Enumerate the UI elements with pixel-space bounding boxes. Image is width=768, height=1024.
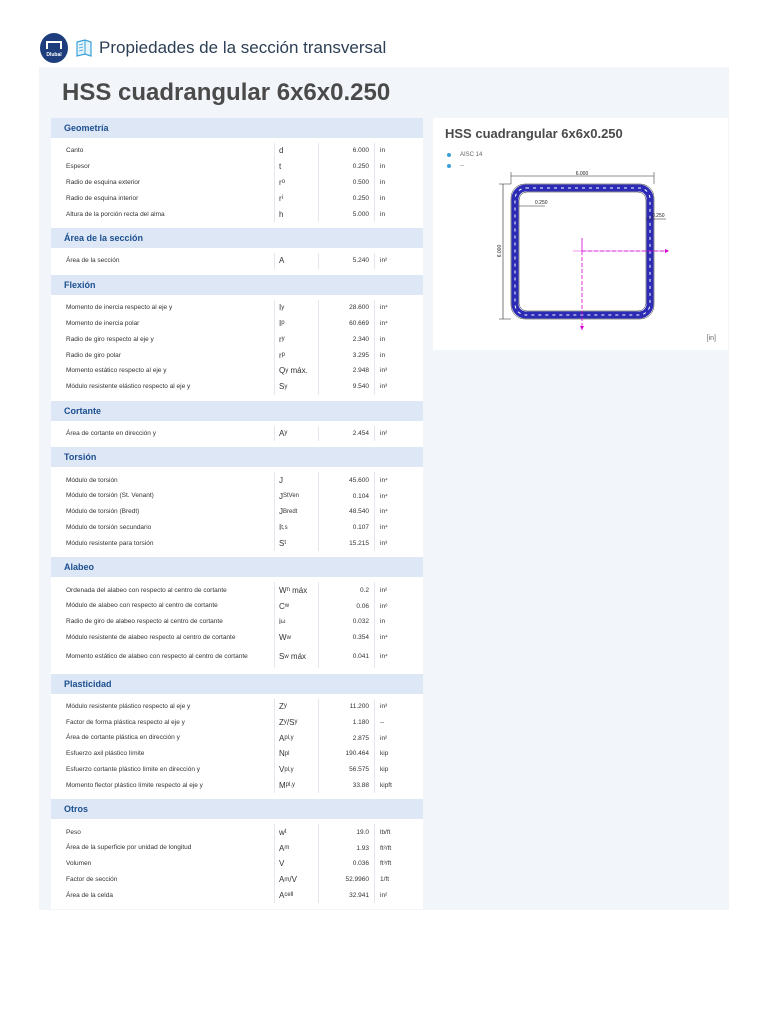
- property-name: Área de la superficie por unidad de longitud: [51, 840, 275, 856]
- symbol-main: i: [279, 617, 281, 627]
- property-symbol: [275, 175, 319, 191]
- symbol-subscript: pl: [284, 750, 290, 757]
- property-name: Volumen: [51, 856, 275, 872]
- property-name: Radio de giro respecto al eje y: [51, 331, 275, 347]
- property-name: Factor de forma plástica respecto al eje y: [51, 714, 275, 730]
- symbol-subscript: y: [283, 719, 287, 726]
- property-symbol: [275, 730, 319, 746]
- property-unit: in⁴: [380, 476, 388, 484]
- table-row: [51, 536, 423, 552]
- property-value: 9.540: [319, 379, 375, 395]
- property-value: 0.2: [319, 582, 375, 598]
- symbol-main: A: [279, 843, 285, 853]
- property-symbol: [275, 253, 319, 269]
- property-value: 0.250: [319, 159, 375, 175]
- table-row: [51, 331, 423, 347]
- table-row: [51, 699, 423, 715]
- property-symbol: [275, 504, 319, 520]
- property-symbol: [275, 888, 319, 904]
- symbol-main: J: [279, 475, 283, 485]
- section-rows: [51, 577, 423, 673]
- property-value: 0.036: [319, 856, 375, 872]
- property-name: Canto: [51, 143, 275, 159]
- figure-info-text: --: [460, 162, 464, 169]
- property-unit: kip: [380, 766, 389, 774]
- symbol-subscript: t: [284, 540, 287, 547]
- property-value: 0.041: [319, 646, 375, 668]
- symbol-main: V: [279, 765, 285, 775]
- property-name: Módulo resistente para torsión: [51, 536, 275, 552]
- table-row: [51, 872, 423, 888]
- property-unit: lb/ft: [380, 828, 391, 836]
- section-rows: [51, 248, 423, 275]
- property-value: 0.250: [319, 190, 375, 206]
- property-name: Factor de sección: [51, 872, 275, 888]
- dlubal-logo: [40, 33, 68, 63]
- property-unit: in: [380, 178, 386, 186]
- property-name: Módulo de torsión (Bredt): [51, 504, 275, 520]
- property-unit: in³: [380, 367, 388, 375]
- symbol-main: S: [279, 382, 285, 392]
- symbol-subscript: y: [285, 367, 289, 374]
- symbol-main: r: [279, 334, 282, 344]
- property-unit: --: [380, 718, 385, 726]
- property-symbol: [275, 300, 319, 316]
- property-value: 15.215: [319, 536, 375, 552]
- property-value: 0.500: [319, 175, 375, 191]
- symbol-subscript: y: [284, 430, 288, 437]
- section-header: Geometría: [51, 118, 423, 138]
- property-symbol: [275, 331, 319, 347]
- property-value: 0.06: [319, 598, 375, 614]
- property-value: 5.000: [319, 206, 375, 222]
- symbol-subscript: Bredt: [283, 508, 298, 515]
- property-value: 0.354: [319, 630, 375, 646]
- property-unit: in²: [380, 734, 388, 742]
- property-name: Esfuerzo cortante plástico límite en dirección y: [51, 762, 275, 778]
- property-symbol: [275, 159, 319, 175]
- height-dim-label: 6.000: [497, 244, 503, 258]
- property-symbol: [275, 426, 319, 442]
- table-row: [51, 190, 423, 206]
- property-value: 2.454: [319, 426, 375, 442]
- figure-title: HSS cuadrangular 6x6x0.250: [445, 126, 623, 141]
- property-value: 190.464: [319, 746, 375, 762]
- symbol-main: t: [279, 162, 282, 172]
- section-drawing: [433, 118, 728, 350]
- property-value: 48.540: [319, 504, 375, 520]
- table-row: [51, 630, 423, 646]
- property-name: Módulo de alabeo con respecto al centro de cortante: [51, 598, 275, 614]
- symbol-main: M: [279, 780, 286, 790]
- property-name: Peso: [51, 824, 275, 840]
- section-outline-outer: [511, 184, 654, 319]
- section-rows: [51, 819, 423, 909]
- property-symbol: [275, 316, 319, 332]
- property-unit: kipft: [380, 781, 392, 789]
- property-symbol: [275, 598, 319, 614]
- symbol-main: A: [279, 890, 285, 900]
- property-symbol: [275, 363, 319, 379]
- property-name: Área de la sección: [51, 253, 275, 269]
- section-header: Plasticidad: [51, 674, 423, 694]
- property-unit: in: [380, 618, 386, 626]
- table-row: [51, 316, 423, 332]
- symbol-main: d: [279, 146, 284, 156]
- section-hatch: [515, 188, 650, 315]
- symbol-main: C: [279, 601, 285, 611]
- property-symbol: [275, 520, 319, 536]
- property-unit: in²: [380, 257, 388, 265]
- property-unit: in⁴: [380, 492, 388, 500]
- symbol-suffix: máx.: [288, 366, 308, 376]
- logo-text: Dlubal: [46, 52, 62, 58]
- property-unit: ft²/ft: [380, 844, 392, 852]
- symbol-suffix: máx: [288, 652, 307, 662]
- table-row: [51, 840, 423, 856]
- section-rows: [51, 138, 423, 228]
- symbol-suffix: /S: [286, 717, 295, 727]
- property-unit: in⁴: [380, 508, 388, 516]
- property-value: 28.600: [319, 300, 375, 316]
- table-row: [51, 175, 423, 191]
- section-header: Área de la sección: [51, 228, 423, 248]
- section-rows: [51, 421, 423, 448]
- symbol-subscript: StVen: [283, 493, 300, 500]
- property-name: Módulo resistente plástico respecto al eje y: [51, 699, 275, 715]
- property-unit: in: [380, 210, 386, 218]
- figure-info-text: AISC 14: [460, 151, 483, 158]
- property-value: 0.107: [319, 520, 375, 536]
- section-rows: [51, 467, 423, 557]
- symbol-subscript: y: [281, 336, 285, 343]
- property-unit: in⁶: [380, 602, 388, 610]
- thickness-dim-right-label: 0.250: [652, 213, 665, 219]
- property-unit: in: [380, 194, 386, 202]
- property-name: Momento de inercia polar: [51, 316, 275, 332]
- property-value: 2.340: [319, 331, 375, 347]
- symbol-main: S: [279, 538, 285, 548]
- property-name: Momento estático de alabeo con respecto al centro de cortante: [51, 646, 275, 668]
- table-row: [51, 206, 423, 222]
- symbol-subscript: t: [284, 829, 287, 836]
- symbol-main: r: [279, 193, 282, 203]
- symbol-main: A: [279, 428, 285, 438]
- property-unit: in⁴: [380, 319, 388, 327]
- property-symbol: [275, 778, 319, 794]
- property-name: Área de cortante plástica en dirección y: [51, 730, 275, 746]
- property-value: 3.295: [319, 347, 375, 363]
- symbol-main: V: [279, 859, 285, 869]
- property-name: Ordenada del alabeo con respecto al centro de cortante: [51, 582, 275, 598]
- thickness-dim-left-label: 0.250: [535, 200, 548, 206]
- table-row: [51, 379, 423, 395]
- property-value: 5.240: [319, 253, 375, 269]
- symbol-subscript: p: [281, 352, 286, 359]
- table-row: [51, 363, 423, 379]
- table-row: [51, 472, 423, 488]
- symbol-subscript: w: [284, 653, 289, 660]
- table-row: [51, 253, 423, 269]
- symbol-main: r: [279, 177, 282, 187]
- table-row: [51, 714, 423, 730]
- property-name: Radio de giro de alabeo respecto al centro de cortante: [51, 614, 275, 630]
- property-value: 0.032: [319, 614, 375, 630]
- property-name: Momento flector plástico límite respecto al eje y: [51, 778, 275, 794]
- property-name: Módulo resistente de alabeo respecto al centro de cortante: [51, 630, 275, 646]
- property-symbol: [275, 582, 319, 598]
- property-symbol: [275, 872, 319, 888]
- section-outline-inner: [519, 192, 646, 311]
- symbol-subscript: p: [281, 320, 285, 327]
- table-row: [51, 778, 423, 794]
- property-unit: in³: [380, 539, 388, 547]
- book-icon: [75, 38, 93, 58]
- property-value: 52.9960: [319, 872, 375, 888]
- symbol-main: A: [279, 733, 285, 743]
- property-unit: ft³/ft: [380, 860, 392, 868]
- property-symbol: [275, 206, 319, 222]
- property-value: 60.669: [319, 316, 375, 332]
- page-title: HSS cuadrangular 6x6x0.250: [62, 79, 391, 106]
- symbol-main: A: [279, 875, 285, 885]
- table-row: [51, 614, 423, 630]
- symbol-main: W: [279, 633, 287, 643]
- symbol-subscript: y: [281, 304, 285, 311]
- section-header: Cortante: [51, 401, 423, 421]
- table-row: [51, 746, 423, 762]
- property-unit: in²: [380, 891, 388, 899]
- table-row: [51, 347, 423, 363]
- symbol-subscript: pl,y: [284, 735, 294, 742]
- symbol-main: Q: [279, 366, 286, 376]
- z-axis-arrow: [580, 326, 584, 330]
- property-symbol: [275, 379, 319, 395]
- symbol-main: r: [279, 350, 282, 360]
- y-axis-arrow: [665, 249, 669, 253]
- table-row: [51, 159, 423, 175]
- symbol-suffix: máx: [289, 585, 308, 595]
- property-unit: in⁴: [380, 653, 388, 661]
- section-header: Flexión: [51, 275, 423, 295]
- symbol-subscript: m: [284, 876, 290, 883]
- symbol-main: w: [279, 827, 285, 837]
- symbol-main: I: [279, 523, 282, 533]
- symbol-subscript: pl,y: [285, 782, 296, 789]
- property-symbol: [275, 746, 319, 762]
- property-unit: in: [380, 351, 386, 359]
- symbol-subscript: m: [284, 845, 290, 851]
- symbol-main: N: [279, 749, 285, 759]
- table-row: [51, 762, 423, 778]
- property-symbol: [275, 714, 319, 730]
- property-symbol: [275, 630, 319, 646]
- symbol-subscript: cell: [284, 892, 294, 899]
- symbol-suffix: /V: [289, 875, 297, 885]
- symbol-subscript: pl,y: [284, 766, 294, 773]
- property-value: 45.600: [319, 472, 375, 488]
- table-row: [51, 488, 423, 504]
- symbol-main: S: [279, 652, 285, 662]
- property-symbol: [275, 347, 319, 363]
- property-value: 2.875: [319, 730, 375, 746]
- property-value: 0.104: [319, 488, 375, 504]
- property-unit: in⁴: [380, 524, 388, 532]
- property-name: Momento estático respecto al eje y: [51, 363, 275, 379]
- property-name: Área de la celda: [51, 888, 275, 904]
- figure-unit-label: [in]: [706, 335, 716, 342]
- property-unit: in⁴: [380, 304, 388, 312]
- property-unit: in: [380, 147, 386, 155]
- property-unit: in³: [380, 383, 388, 391]
- property-unit: in³: [380, 702, 388, 710]
- symbol-main: I: [279, 303, 282, 313]
- symbol-main: Z: [279, 717, 284, 727]
- table-row: [51, 143, 423, 159]
- property-symbol: [275, 472, 319, 488]
- table-row: [51, 426, 423, 442]
- property-value: 1.180: [319, 714, 375, 730]
- property-name: Esfuerzo axil plástico límite: [51, 746, 275, 762]
- property-value: 1.93: [319, 840, 375, 856]
- property-value: 11.200: [319, 699, 375, 715]
- width-dim-label: 6.000: [575, 171, 589, 177]
- property-unit: in²: [380, 586, 388, 594]
- header: [40, 33, 386, 63]
- table-row: [51, 856, 423, 872]
- table-row: [51, 504, 423, 520]
- section-rows: [51, 295, 423, 401]
- property-symbol: [275, 762, 319, 778]
- header-title: Propiedades de la sección transversal: [99, 38, 387, 57]
- symbol-subscript: w: [284, 603, 290, 610]
- symbol-subscript: n: [286, 587, 290, 594]
- table-row: [51, 300, 423, 316]
- property-name: Altura de la porción recta del alma: [51, 206, 275, 222]
- property-name: Módulo de torsión (St. Venant): [51, 488, 275, 504]
- logo-mark: [46, 41, 62, 49]
- symbol-subscript: y: [284, 383, 288, 390]
- symbol-subscript: o: [281, 179, 286, 186]
- property-name: Área de cortante en dirección y: [51, 426, 275, 442]
- section-wall: [515, 188, 650, 315]
- property-value: 2.948: [319, 363, 375, 379]
- property-value: 56.575: [319, 762, 375, 778]
- symbol-main: W: [279, 585, 287, 595]
- table-row: [51, 888, 423, 904]
- property-unit: in: [380, 335, 386, 343]
- table-row: [51, 598, 423, 614]
- property-symbol: [275, 536, 319, 552]
- symbol-subscript: y: [294, 719, 298, 726]
- property-unit: in: [380, 163, 386, 171]
- property-name: Espesor: [51, 159, 275, 175]
- property-symbol: [275, 824, 319, 840]
- symbol-main: Z: [279, 701, 284, 711]
- section-header: Torsión: [51, 447, 423, 467]
- symbol-main: J: [279, 491, 283, 501]
- property-name: Módulo de torsión: [51, 472, 275, 488]
- property-unit: 1/ft: [380, 876, 390, 884]
- symbol-main: h: [279, 209, 284, 219]
- table-row: [51, 582, 423, 598]
- table-row: [51, 520, 423, 536]
- property-symbol: [275, 143, 319, 159]
- table-row: [51, 824, 423, 840]
- property-unit: in⁴: [380, 634, 388, 642]
- symbol-main: A: [279, 256, 285, 266]
- symbol-subscript: i: [281, 195, 284, 202]
- symbol-main: J: [279, 507, 283, 517]
- property-name: Módulo resistente elástico respecto al eje y: [51, 379, 275, 395]
- section-header: Alabeo: [51, 557, 423, 577]
- table-row: [51, 730, 423, 746]
- properties-table: [51, 118, 423, 909]
- property-unit: kip: [380, 750, 389, 758]
- property-symbol: [275, 840, 319, 856]
- property-symbol: [275, 856, 319, 872]
- symbol-subscript: y: [283, 703, 287, 710]
- section-rows: [51, 694, 423, 800]
- property-name: Módulo de torsión secundario: [51, 520, 275, 536]
- property-name: Radio de esquina exterior: [51, 175, 275, 191]
- property-symbol: [275, 488, 319, 504]
- property-symbol: [275, 699, 319, 715]
- property-symbol: [275, 190, 319, 206]
- property-value: 6.000: [319, 143, 375, 159]
- table-row: [51, 646, 423, 668]
- section-header: Otros: [51, 799, 423, 819]
- symbol-main: I: [279, 318, 282, 328]
- property-name: Momento de inercia respecto al eje y: [51, 300, 275, 316]
- property-value: 32.941: [319, 888, 375, 904]
- property-name: Radio de esquina interior: [51, 190, 275, 206]
- symbol-subscript: ω: [280, 618, 286, 625]
- property-unit: in²: [380, 429, 388, 437]
- symbol-subscript: w: [286, 634, 291, 641]
- property-name: Radio de giro polar: [51, 347, 275, 363]
- property-value: 19.0: [319, 824, 375, 840]
- property-value: 33.88: [319, 778, 375, 794]
- cross-section-figure: [433, 118, 728, 350]
- property-symbol: [275, 614, 319, 630]
- symbol-subscript: t,s: [281, 524, 288, 531]
- property-symbol: [275, 646, 319, 668]
